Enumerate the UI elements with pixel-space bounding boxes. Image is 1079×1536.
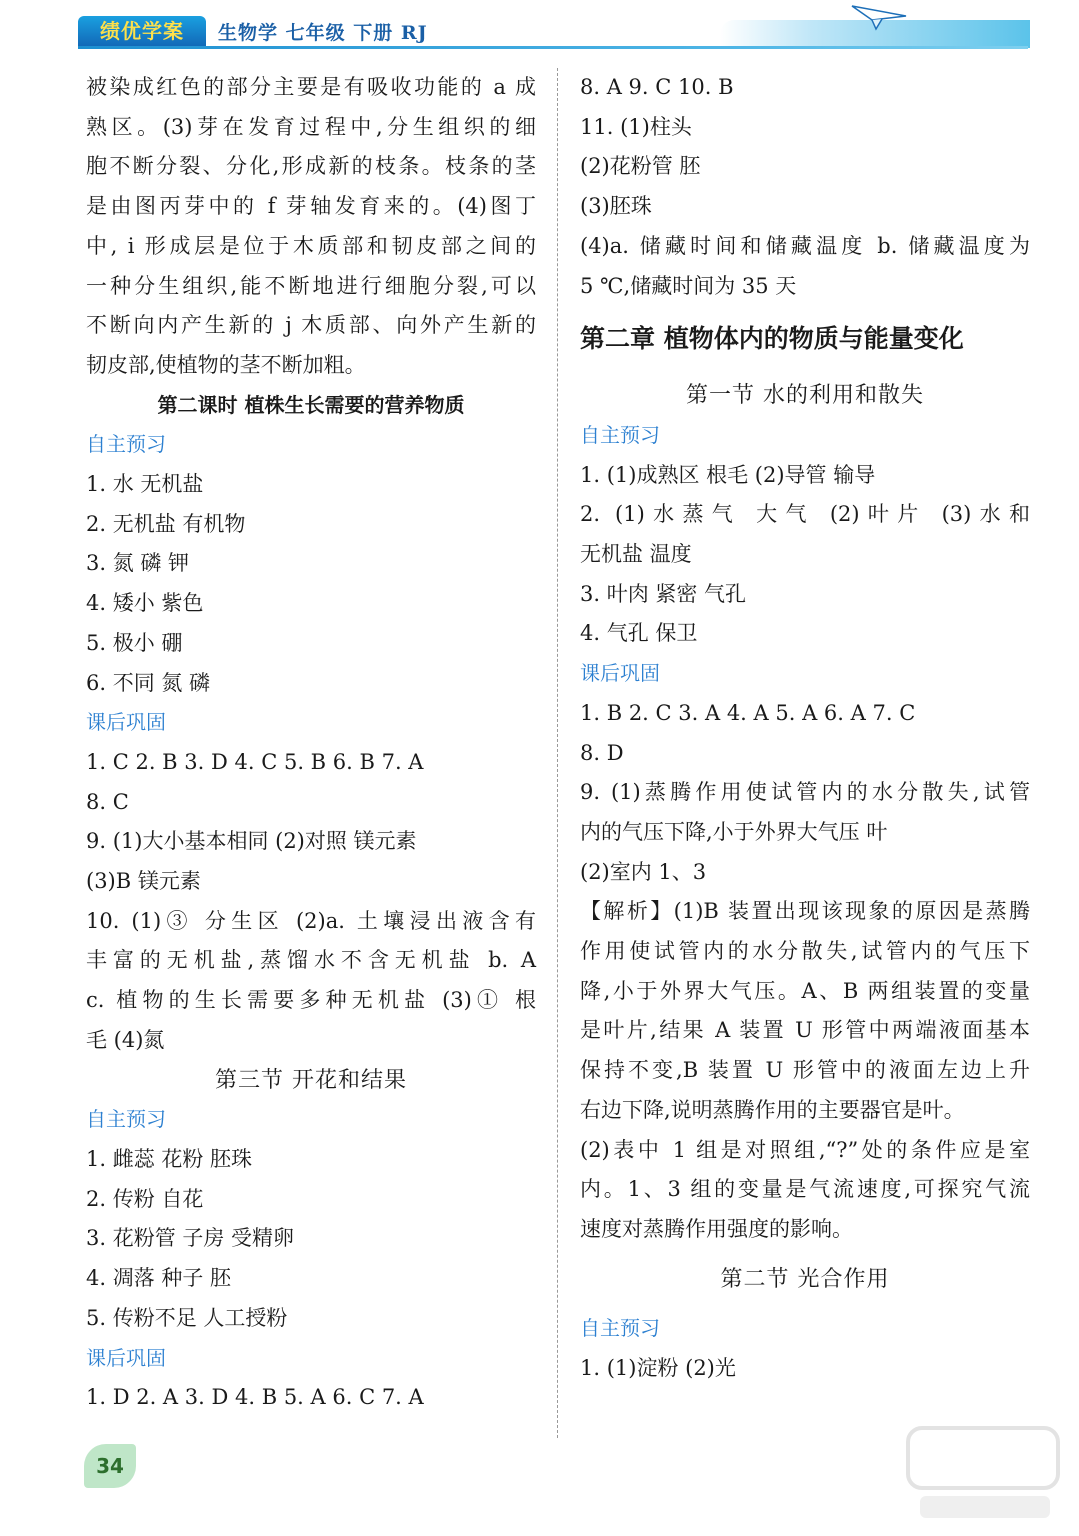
page-header <box>0 0 1079 56</box>
answer-line: 5. 极小 硼 <box>86 630 183 655</box>
answer-line: 4. 气孔 保卫 <box>580 621 698 646</box>
answer-line: 3. 叶肉 紧密 气孔 <box>580 581 747 606</box>
answer-line: 8. D <box>580 740 624 765</box>
explanation-line: 右边下降,说明蒸腾作用的主要器官是叶。 <box>580 1097 965 1122</box>
right-column <box>580 68 1030 1389</box>
paper-plane-icon <box>850 2 910 32</box>
explanation-line: 是叶片,结果 A 装置 U 形管中两端液面基本 <box>580 1018 1030 1043</box>
answer-line: (2)室内 1、3 <box>580 859 707 884</box>
preview-label: 自主预习 <box>580 1316 660 1341</box>
explanation-line: 降,小于外界大气压。A、B 两组装置的变量 <box>580 978 1030 1003</box>
book-subject-line: 生物学 七年级 下册 RJ <box>218 22 428 44</box>
answer-line: 5. 传粉不足 人工授粉 <box>86 1305 288 1330</box>
text-line: 熟区。(3)芽在发育过程中,分生组织的细 <box>86 114 536 139</box>
explanation-line: 内。1、3 组的变量是气流速度,可探究气流 <box>580 1177 1030 1202</box>
book-logo: 绩优学案 <box>78 16 206 46</box>
explanation-line: 速度对蒸腾作用强度的影响。 <box>580 1216 853 1241</box>
answer-line: 毛 (4)氮 <box>86 1027 165 1052</box>
answer-line: 9. (1)蒸腾作用使试管内的水分散失,试管 <box>580 780 1030 805</box>
answer-line: 无机盐 温度 <box>580 542 692 567</box>
answer-line: 6. 不同 氮 磷 <box>86 670 211 695</box>
answer-line: 1. 水 无机盐 <box>86 472 204 497</box>
answer-line: (4)a. 储藏时间和储藏温度 b. 储藏温度为 <box>580 233 1030 258</box>
answer-line: 4. 矮小 紫色 <box>86 591 204 616</box>
text-line: 韧皮部,使植物的茎不断加粗。 <box>86 352 366 377</box>
preview-label: 自主预习 <box>580 422 660 447</box>
answer-line: c. 植物的生长需要多种无机盐 (3)① 根 <box>86 988 536 1013</box>
lesson-title: 第二课时 植株生长需要的营养物质 <box>157 392 465 417</box>
answer-line: 2. (1)水蒸气 大气 (2)叶片 (3)水和 <box>580 502 1030 527</box>
text-line: 不断向内产生新的 j 木质部、向外产生新的 <box>86 313 536 338</box>
chapter-title: 第二章 植物体内的物质与能量变化 <box>580 324 964 354</box>
text-line: 是由图丙芽中的 f 芽轴发育来的。(4)图丁 <box>86 194 536 219</box>
answer-line: 8. C <box>86 789 129 814</box>
answer-line: (3)胚珠 <box>580 194 652 219</box>
explanation-line: 【解析】(1)B 装置出现该现象的原因是蒸腾 <box>580 899 1030 924</box>
answer-line: 10. (1)③ 分生区 (2)a. 土壤浸出液含有 <box>86 908 536 933</box>
answer-line: 1. D 2. A 3. D 4. B 5. A 6. C 7. A <box>86 1385 424 1410</box>
answer-line: 8. A 9. C 10. B <box>580 75 734 99</box>
section-title: 第三节 开花和结果 <box>215 1067 407 1093</box>
answer-line: 4. 凋落 种子 胚 <box>86 1266 232 1291</box>
answer-line: 1. (1)成熟区 根毛 (2)导管 输导 <box>580 462 876 487</box>
answer-line: 3. 花粉管 子房 受精卵 <box>86 1226 295 1251</box>
text-line: 中, i 形成层是位于木质部和韧皮部之间的 <box>86 233 536 258</box>
answer-line: (3)B 镁元素 <box>86 869 201 894</box>
preview-label: 自主预习 <box>86 432 166 457</box>
answer-line: 11. (1)柱头 <box>580 114 692 139</box>
text-line: 被染成红色的部分主要是有吸收功能的 a 成 <box>86 75 536 99</box>
column-divider <box>557 68 558 1438</box>
preview-label: 自主预习 <box>86 1107 166 1132</box>
section-title: 第一节 水的利用和散失 <box>686 383 924 409</box>
left-column <box>86 68 536 1418</box>
review-label: 课后巩固 <box>580 661 660 686</box>
answer-line: 1. C 2. B 3. D 4. C 5. B 6. B 7. A <box>86 749 424 774</box>
text-line: 胞不断分裂、分化,形成新的枝条。枝条的茎 <box>86 154 536 179</box>
explanation-line: (2)表中 1 组是对照组,“?”处的条件应是室 <box>580 1137 1030 1162</box>
watermark-logo-icon <box>900 1420 1070 1530</box>
answer-line: 1. (1)淀粉 (2)光 <box>580 1356 736 1381</box>
explanation-line: 作用使试管内的水分散失,试管内的气压下 <box>580 939 1030 964</box>
answer-line: 1. 雌蕊 花粉 胚珠 <box>86 1146 253 1171</box>
answer-line: 2. 传粉 自花 <box>86 1186 204 1211</box>
answer-line: 丰富的无机盐,蒸馏水不含无机盐 b. A <box>86 948 536 973</box>
header-rule <box>78 46 1028 49</box>
answer-line: 2. 无机盐 有机物 <box>86 511 246 536</box>
answer-line: 3. 氮 磷 钾 <box>86 551 190 576</box>
continued-answer <box>86 68 536 386</box>
answer-line: 5 ℃,储藏时间为 35 天 <box>580 273 797 298</box>
section-title: 第二节 光合作用 <box>720 1266 890 1292</box>
answer-line: (2)花粉管 胚 <box>580 154 701 179</box>
page-number: 34 <box>84 1444 136 1488</box>
review-label: 课后巩固 <box>86 710 166 735</box>
answer-line: 9. (1)大小基本相同 (2)对照 镁元素 <box>86 829 417 854</box>
text-line: 一种分生组织,能不断地进行细胞分裂,可以 <box>86 273 536 298</box>
review-label: 课后巩固 <box>86 1345 166 1370</box>
answer-line: 内的气压下降,小于外界大气压 叶 <box>580 819 888 844</box>
explanation-line: 保持不变,B 装置 U 形管中的液面左边上升 <box>580 1058 1030 1083</box>
answer-line: 1. B 2. C 3. A 4. A 5. A 6. A 7. C <box>580 700 916 725</box>
